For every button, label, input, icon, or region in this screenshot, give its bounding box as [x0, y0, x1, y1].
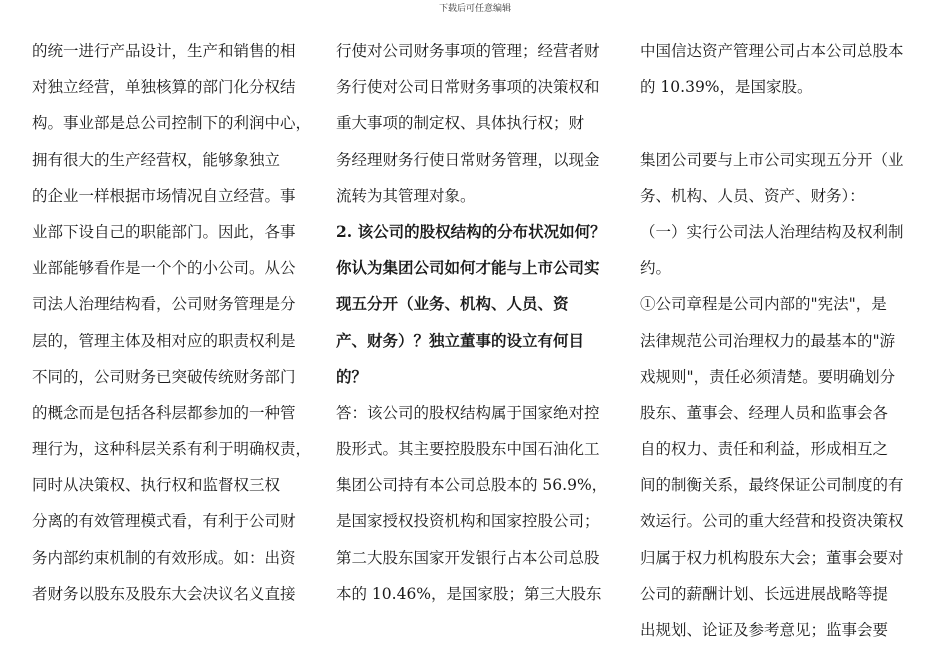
text-line: 同时从决策权、执行权和监督权三权: [32, 476, 281, 495]
text-line: 拥有很大的生产经营权，能够象独立: [32, 150, 281, 169]
text-line: 法律规范公司治理权力的最基本的"游: [640, 331, 896, 350]
text-line: 分离的有效管理模式看，有利于公司财: [32, 512, 296, 531]
answer-line: 本的 10.46%，是国家股；第三大股东: [336, 584, 602, 603]
text-line: 务经理财务行使日常财务管理，以现金: [336, 150, 600, 169]
text-line: 对独立经营，单独核算的部门化分权结: [32, 78, 296, 97]
text-line: 司法人治理结构看，公司财务管理是分: [32, 295, 296, 314]
header-note: 下载后可任意编辑: [438, 4, 511, 14]
text-line: 集团公司要与上市公司实现五分开（业: [640, 150, 904, 169]
text-line: 戏规则"，责任必须清楚。要明确划分: [640, 367, 896, 386]
text-line: 的概念而是包括各科层都参加的一种管: [32, 403, 296, 422]
text-line: 行使对公司财务事项的管理；经营者财: [336, 42, 600, 60]
text-line: 重大事项的制定权、具体执行权；财: [336, 114, 585, 133]
question-line: 你认为集团公司如何才能与上市公司实: [336, 258, 600, 278]
text-line: 业部下设自己的职能部门。因此，各事: [32, 222, 296, 241]
text-line: 的 10.39%，是国家股。: [640, 78, 813, 97]
text-line: 理行为，这种科层关系有利于明确权责，: [32, 440, 312, 459]
text-line: 的统一进行产品设计，生产和销售的相: [32, 42, 296, 60]
text-line: 中国信达资产管理公司占本公司总股本: [640, 42, 904, 60]
text-line: 出规划、论证及参考意见；监事会要: [640, 621, 889, 639]
text-line: ①公司章程是公司内部的"宪法"，是: [640, 295, 887, 314]
text-line: 约。: [640, 259, 672, 278]
answer-line: 第二大股东国家开发银行占本公司总股: [336, 548, 600, 567]
question-line: 的？: [336, 366, 368, 386]
paragraph-gap: [640, 105, 930, 141]
text-line: 者财务以股东及股东大会决议名义直接: [32, 584, 296, 603]
answer-line: 股形式。其主要控股股东中国石油化工: [336, 440, 600, 459]
text-line: 的企业一样根据市场情况自立经营。事: [32, 186, 296, 205]
text-line: 务内部约束机制的有效形成。如：出资: [32, 548, 296, 567]
text-line: 流转为其管理对象。: [336, 186, 476, 205]
answer-line: 答：该公司的股权结构属于国家绝对控: [336, 403, 600, 422]
text-line: 效运行。公司的重大经营和投资决策权: [640, 512, 904, 531]
question-line: 产、财务）？独立董事的设立有何目: [336, 330, 585, 350]
text-line: 公司的薪酬计划、长远进展战略等提: [640, 584, 889, 603]
answer-line: 是国家授权投资机构和国家控股公司；: [336, 512, 600, 531]
text-line: 构。事业部是总公司控制下的利润中心，: [32, 114, 312, 133]
text-line: 务、机构、人员、资产、财务）：: [640, 186, 865, 205]
text-column-left: [32, 33, 320, 612]
text-column-right: [640, 33, 930, 648]
text-line: 自的权力、责任和利益，形成相互之: [640, 440, 889, 459]
text-line: 股东、董事会、经理人员和监事会各: [640, 403, 889, 422]
question-line: 2. 该公司的股权结构的分布状况如何？: [336, 221, 606, 241]
text-line: 业部能够看作是一个个的小公司。从公: [32, 259, 296, 278]
text-line: 间的制衡关系，最终保证公司制度的有: [640, 476, 904, 495]
text-line: 务行使对公司日常财务事项的决策权和: [336, 78, 600, 97]
question-line: 现五分开（业务、机构、人员、资: [336, 294, 569, 314]
text-line: 归属于权力机构股东大会；董事会要对: [640, 548, 904, 567]
text-column-middle: [336, 33, 626, 612]
text-line: 不同的，公司财务已突破传统财务部门: [32, 367, 296, 386]
text-line: 层的，管理主体及相对应的职责权利是: [32, 331, 296, 350]
answer-line: 集团公司持有本公司总股本的 56.9%，: [336, 476, 608, 495]
text-line: （一）实行公司法人治理结构及权利制: [640, 222, 904, 241]
